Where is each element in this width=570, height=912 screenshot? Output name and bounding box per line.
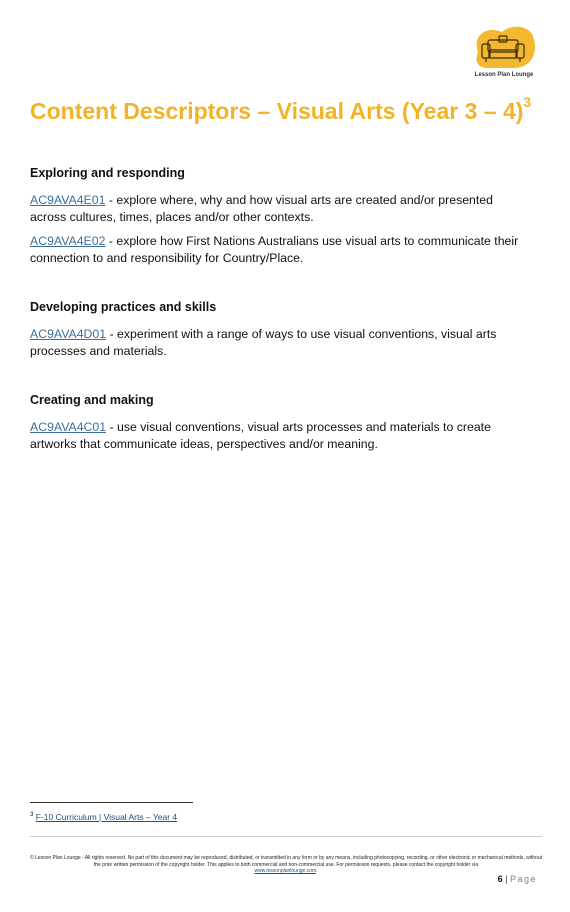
footnote-link[interactable]: F-10 Curriculum | Visual Arts – Year 4 (35, 812, 178, 822)
section-heading: Developing practices and skills (30, 300, 217, 314)
descriptor-list (30, 166, 530, 486)
title-footnote-ref[interactable]: 3 (523, 94, 532, 111)
page-title-text: Content Descriptors – Visual Arts (Year 3 – 4) (30, 98, 524, 124)
website-suffix: . (316, 868, 318, 874)
descriptor-code-link[interactable]: AC9AVA4C01 (30, 420, 107, 434)
descriptor-text: - experiment with a range of ways to use visual conventions, visual arts processes and materials. (30, 327, 497, 358)
page-number-value: 6 (497, 874, 503, 884)
descriptor-text: - use visual conventions, visual arts processes and materials to create artworks that communicate ideas, perspectives and/or meaning. (30, 420, 491, 451)
page-number (498, 874, 537, 884)
footer-divider (30, 836, 542, 837)
descriptor-code-link[interactable]: AC9AVA4E02 (30, 234, 106, 248)
section-creating-making (30, 393, 530, 452)
descriptor-item (30, 419, 530, 452)
descriptor-code-link[interactable]: AC9AVA4E01 (30, 193, 106, 207)
descriptor-item (30, 192, 530, 225)
section-heading: Exploring and responding (30, 166, 185, 180)
footnote (30, 812, 177, 822)
page-title (30, 94, 532, 125)
footnote-number: 3 (30, 812, 34, 819)
section-heading: Creating and making (30, 393, 154, 407)
section-exploring-responding (30, 166, 530, 266)
brand-name: Lesson Plan Lounge (474, 72, 534, 78)
copyright-text: © Lesson Plan Lounge - All rights reserved. No part of this document may be reproduced, distributed, or transmitted in any form or by any means, including photocopying, recording, or other electronic or mechanical methods, without the prior written permission of the copyright holder. This applies to both commercial and non-commercial use. For permission requests, please contact the copyright holder via (30, 855, 543, 868)
descriptor-text: - explore how First Nations Australians use visual arts to communicate their connection to and responsibility for Country/Place. (30, 234, 519, 265)
section-developing-practices (30, 300, 530, 359)
descriptor-item (30, 233, 530, 266)
footnote-separator (30, 802, 193, 803)
descriptor-item (30, 326, 530, 359)
descriptor-code-link[interactable]: AC9AVA4D01 (30, 327, 107, 341)
brand-logo (468, 22, 540, 84)
copyright-notice (30, 855, 542, 875)
sofa-icon (470, 22, 538, 72)
page-separator: | (505, 874, 508, 884)
descriptor-text: - explore where, why and how visual arts are created and/or presented across cultures, times, places and/or other contexts. (30, 193, 493, 224)
page-label: Page (509, 874, 537, 884)
website-link[interactable]: www.lessonplanlounge.com (254, 868, 317, 874)
